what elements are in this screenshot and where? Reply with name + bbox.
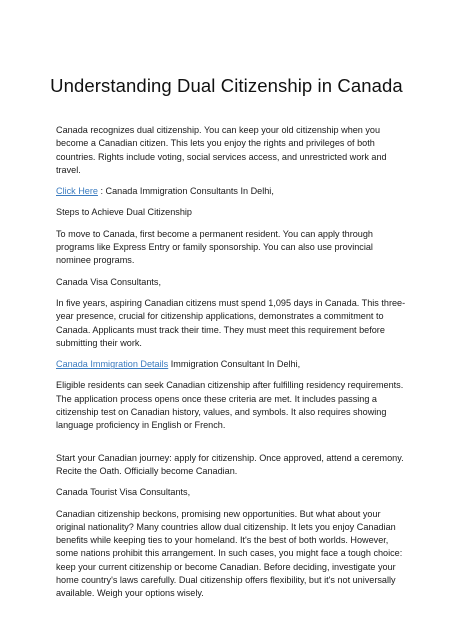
paragraph-journey: Start your Canadian journey: apply for citizenship. Once approved, attend a ceremony. Recite the Oath. Officially become Canadian. [56, 452, 404, 476]
click-here-link[interactable]: Click Here [56, 186, 98, 197]
paragraph-link-1 [56, 185, 408, 198]
paragraph-original-nationality: Canadian citizenship beckons, promising new opportunities. But what about your original nationality? Many countries allow dual citizenship. It lets you enjoy Canadian benefits while keeping ties to your homeland. It's the best of both worlds. However, some nations prohibit this arrangement. In such cases, you might face a tough choice: keep your current citizenship or become Canadian. Before deciding, investigate your home country's laws carefully. Dual citizenship offers flexibility, but it's not universally available. Weigh your options wisely. [56, 508, 403, 599]
link-2-suffix: Immigration Consultant In Delhi, [168, 359, 301, 370]
immigration-details-link[interactable]: Canada Immigration Details [56, 359, 169, 370]
paragraph-tourist-visa: Canada Tourist Visa Consultants, [56, 487, 191, 498]
paragraph-intro: Canada recognizes dual citizenship. You can keep your old citizenship when you become a Canadian citizen. This lets you enjoy the rights and privileges of both countries. Rights include voting, social services access, and unrestricted work and travel. [56, 125, 387, 175]
paragraph-visa-consultants: Canada Visa Consultants, [56, 276, 161, 287]
paragraph-steps-heading: Steps to Achieve Dual Citizenship [56, 207, 192, 218]
paragraph-permanent-resident: To move to Canada, first become a permanent resident. You can apply through programs like Express Entry or family sponsorship. You can also use provincial nominee programs. [56, 228, 373, 266]
document-body [56, 124, 408, 609]
page-title: Understanding Dual Citizenship in Canada [50, 75, 403, 96]
link-1-suffix: : Canada Immigration Consultants In Delhi, [97, 186, 274, 197]
paragraph-eligibility: Eligible residents can seek Canadian citizenship after fulfilling residency requirements. The application process opens once these criteria are met. It includes passing a citizenship test on Canadian history, values, and symbols. It also requires showing language proficiency in English or French. [56, 380, 404, 431]
paragraph-link-2 [56, 358, 408, 371]
paragraph-residency: In five years, aspiring Canadian citizens must spend 1,095 days in Canada. This three-year presence, crucial for citizenship applications, demonstrates a commitment to Canada. Applicants must track their time. They must meet this requirement before submitting their work. [56, 297, 406, 348]
